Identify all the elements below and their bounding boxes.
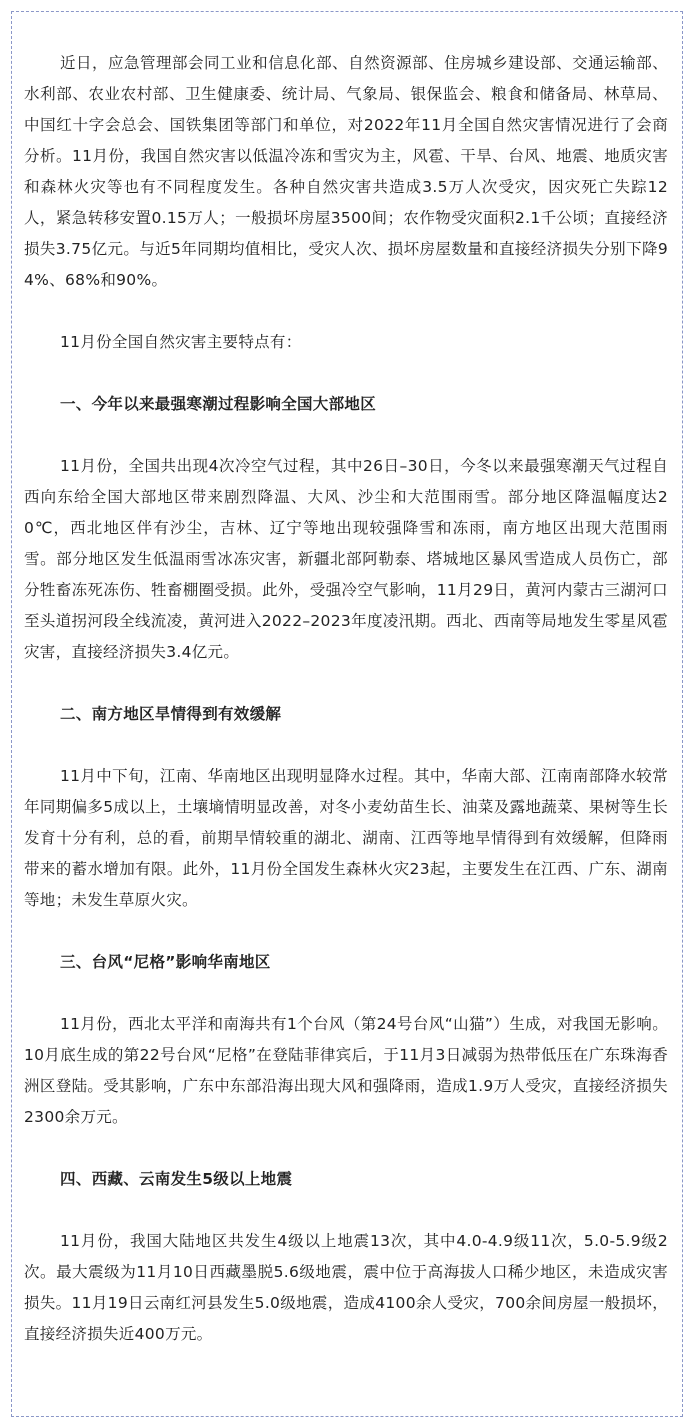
section-heading-drought: 二、南方地区旱情得到有效缓解 [60,705,282,723]
section-body-cold-wave: 11月份，全国共出现4次冷空气过程，其中26日–30日，今冬以来最强寒潮天气过程自西向东给全国大部地区带来剧烈降温、大风、沙尘和大范围雨雪。部分地区降温幅度达20℃，西北地区伴有沙尘，吉林、辽宁等地出现较强降雪和冻雨，南方地区出现大范围雨雪。部分地区发生低温雨雪冰冻灾害，新疆北部阿勒泰、塔城地区暴风雪造成人员伤亡，部分牲畜冻死冻伤、牲畜棚圈受损。此外，受强冷空气影响，11月29日，黄河内蒙古三湖河口至头道拐河段全线流凌，黄河进入2022–2023年度凌汛期。西北、西南等局地发生零星风雹灾害，直接经济损失3.4亿元。 [24,457,668,661]
section-heading-earthquake: 四、西藏、云南发生5级以上地震 [60,1170,293,1188]
section-body-typhoon: 11月份，西北太平洋和南海共有1个台风（第24号台风“山猫”）生成，对我国无影响。10月底生成的第22号台风“尼格”在登陆菲律宾后，于11月3日减弱为热带低压在广东珠海香洲区登陆。受其影响，广东中东部沿海出现大风和强降雨，造成1.9万人受灾，直接经济损失2300余万元。 [24,1015,668,1126]
section-heading-cold-wave: 一、今年以来最强寒潮过程影响全国大部地区 [60,395,377,413]
features-intro: 11月份全国自然灾害主要特点有： [60,333,302,351]
article-content [24,48,668,1350]
intro-paragraph: 近日，应急管理部会同工业和信息化部、自然资源部、住房城乡建设部、交通运输部、水利部、农业农村部、卫生健康委、统计局、气象局、银保监会、粮食和储备局、林草局、中国红十字会总会、国铁集团等部门和单位，对2022年11月全国自然灾害情况进行了会商分析。11月份，我国自然灾害以低温冷冻和雪灾为主，风雹、干旱、台风、地震、地质灾害和森林火灾等也有不同程度发生。各种自然灾害共造成3.5万人次受灾，因灾死亡失踪12人，紧急转移安置0.15万人；一般损坏房屋3500间；农作物受灾面积2.1千公顷；直接经济损失3.75亿元。与近5年同期均值相比，受灾人次、损坏房屋数量和直接经济损失分别下降94%、68%和90%。 [24,54,668,289]
section-body-earthquake: 11月份，我国大陆地区共发生4级以上地震13次，其中4.0-4.9级11次，5.0-5.9级2次。最大震级为11月10日西藏墨脱5.6级地震，震中位于高海拔人口稀少地区，未造成灾害损失。11月19日云南红河县发生5.0级地震，造成4100余人受灾，700余间房屋一般损坏，直接经济损失近400万元。 [24,1232,668,1343]
section-heading-typhoon: 三、台风“尼格”影响华南地区 [60,953,271,971]
section-body-drought: 11月中下旬，江南、华南地区出现明显降水过程。其中，华南大部、江南南部降水较常年同期偏多5成以上，土壤墒情明显改善，对冬小麦幼苗生长、油菜及露地蔬菜、果树等生长发育十分有利，总的看，前期旱情较重的湖北、湖南、江西等地旱情得到有效缓解，但降雨带来的蓄水增加有限。此外，11月份全国发生森林火灾23起，主要发生在江西、广东、湖南等地；未发生草原火灾。 [24,767,668,909]
